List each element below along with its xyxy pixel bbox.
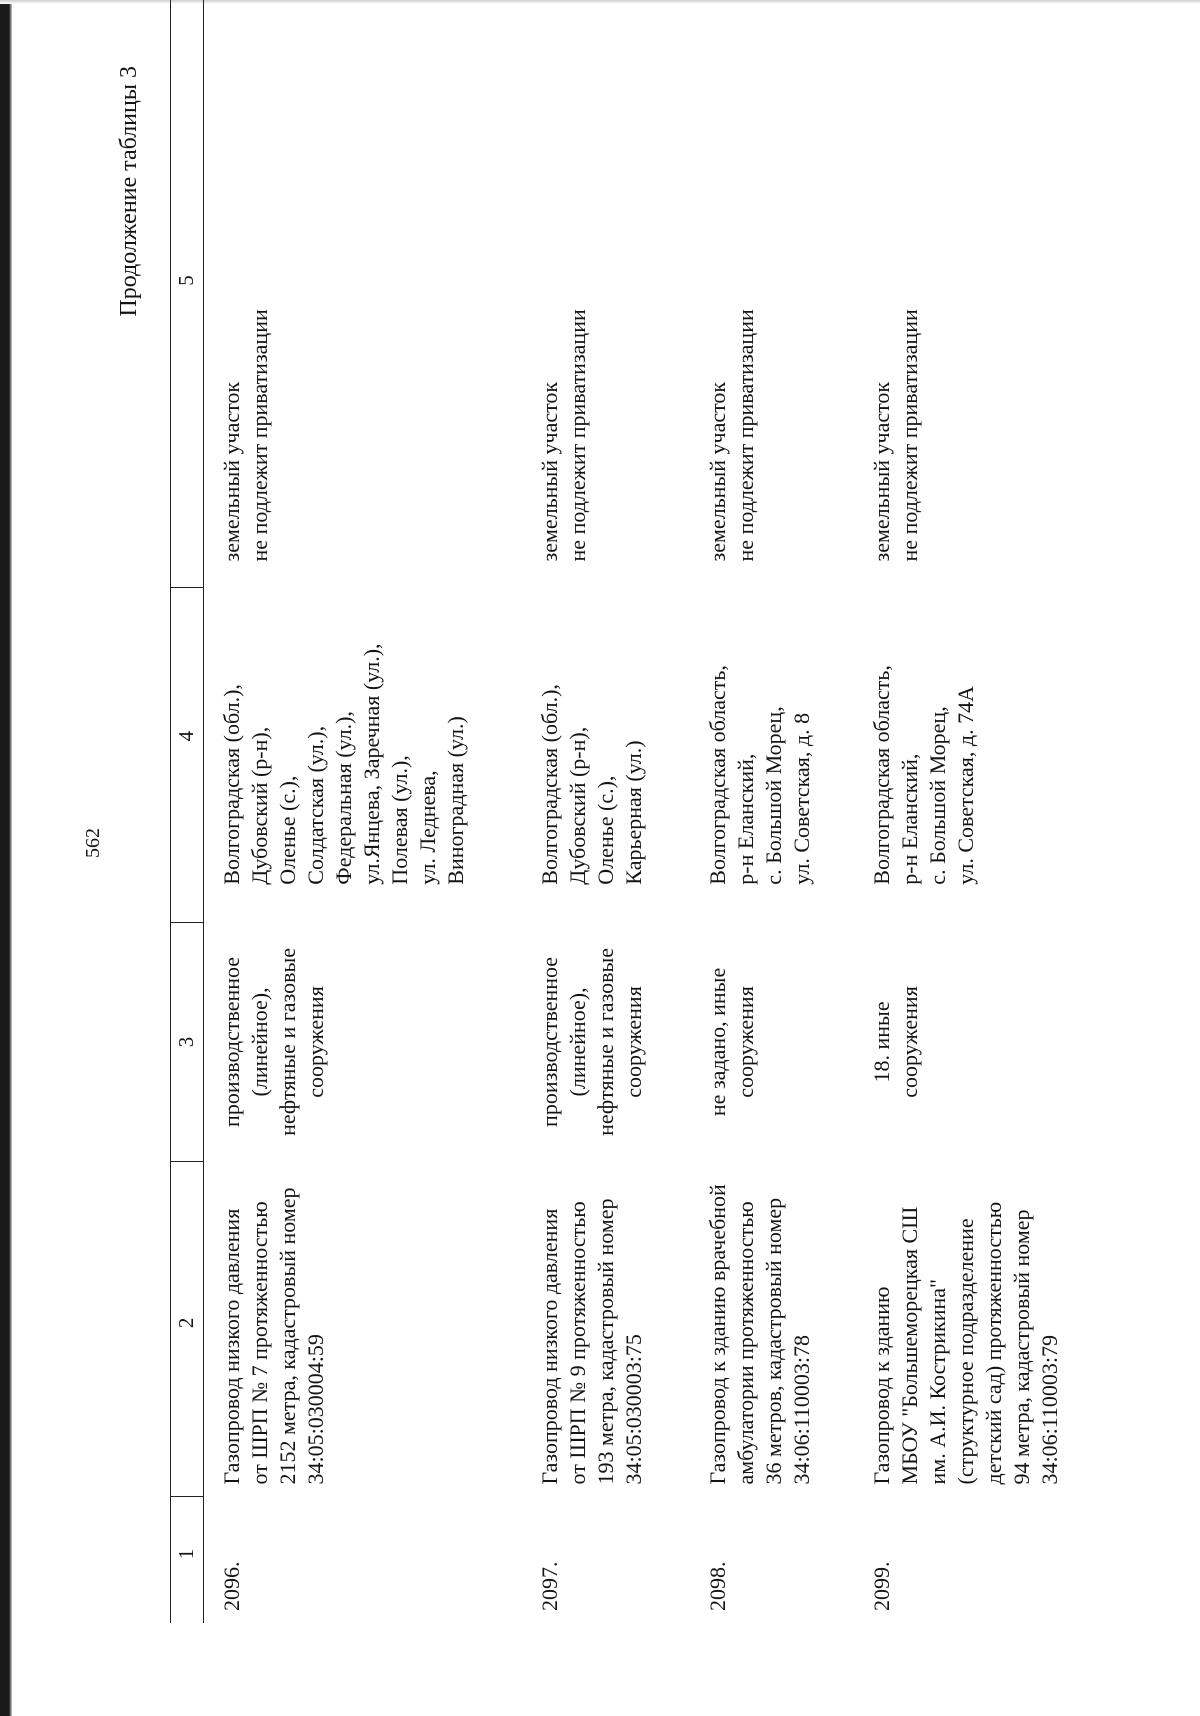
object-type-line: нефтяные и газовые <box>275 947 300 1136</box>
address-line: Волгоградская (обл.), <box>219 684 244 885</box>
object-type-line: сооружения <box>303 986 328 1098</box>
address-line: Волгоградская область, <box>705 665 730 885</box>
object-name-line: 94 метра, кадастровый номер <box>1009 1209 1034 1485</box>
object-name-line: (структурное подразделение <box>953 1218 978 1485</box>
address-line: Дубовский (р-н), <box>565 726 590 885</box>
row-number <box>692 1497 854 1624</box>
object-name-line: 34:06:110003:78 <box>789 1334 814 1485</box>
address-line: Полевая (ул.), <box>387 755 412 885</box>
object-name-line: им. А.И. Кострикина" <box>925 1279 950 1485</box>
object-name-line: Газопровод низкого давления <box>219 1208 244 1485</box>
address-cell <box>204 587 523 922</box>
address-cell <box>854 587 1108 922</box>
object-name-line: МБОУ "Большеморецкая СШ <box>897 1206 922 1485</box>
address-line: Волгоградская (обл.), <box>537 684 562 885</box>
address-line: с. Большой Морец, <box>925 706 950 885</box>
object-type-cell <box>692 923 854 1161</box>
object-name-cell <box>204 1161 523 1496</box>
row-number-text: 2099. <box>869 1561 894 1611</box>
table-row <box>522 0 692 1623</box>
row-number-text: 2097. <box>537 1561 562 1611</box>
header-col-5: 5 <box>171 0 204 587</box>
object-type-line: сооружения <box>897 986 922 1098</box>
object-name-line: Газопровод низкого давления <box>537 1208 562 1485</box>
address-line: Солдатская (ул.), <box>303 725 328 885</box>
address-line: р-н Еланский, <box>897 753 922 885</box>
object-name-line: 34:06:110003:79 <box>1037 1334 1062 1485</box>
object-type-line: (линейное), <box>565 987 590 1097</box>
object-name-cell <box>854 1161 1108 1496</box>
object-type-line: (линейное), <box>247 987 272 1097</box>
object-type-cell <box>204 923 523 1161</box>
address-cell <box>522 587 692 922</box>
note-cell <box>854 0 1108 587</box>
address-line: с. Большой Морец, <box>761 706 786 885</box>
header-col-3: 3 <box>171 923 204 1161</box>
object-name-line: 2152 метра, кадастровый номер <box>275 1187 300 1485</box>
address-line: Оленье (с.), <box>593 775 618 885</box>
object-type-line: производственное <box>537 956 562 1127</box>
table-continuation-title: Продолжение таблицы 3 <box>116 66 142 317</box>
object-name-line: амбулатории протяженностью <box>733 1201 758 1485</box>
object-name-cell <box>692 1161 854 1496</box>
object-name-line: детский сад) протяженностью <box>981 1201 1006 1485</box>
note-line: не подлежит приватизации <box>565 309 590 562</box>
row-number-text: 2096. <box>219 1561 244 1611</box>
object-name-line: от ШРП № 7 протяженностью <box>247 1201 272 1485</box>
row-number <box>522 1497 692 1624</box>
object-name-line: 34:05:030004:59 <box>303 1334 328 1485</box>
address-line: р-н Еланский, <box>733 753 758 885</box>
note-cell <box>522 0 692 587</box>
object-type-cell <box>522 923 692 1161</box>
address-line: ул. Советская, д. 74А <box>953 686 978 885</box>
row-number <box>854 1497 1108 1624</box>
property-table <box>170 0 1108 1623</box>
table-row <box>204 0 523 1623</box>
object-name-line: от ШРП № 9 протяженностью <box>565 1201 590 1485</box>
object-type-cell <box>854 923 1108 1161</box>
address-line: ул. Леднева, <box>415 770 440 885</box>
table-row <box>692 0 854 1623</box>
address-line: Оленье (с.), <box>275 775 300 885</box>
note-line: земельный участок <box>705 381 730 562</box>
note-line: земельный участок <box>219 381 244 562</box>
note-line: не подлежит приватизации <box>247 309 272 562</box>
address-cell <box>692 587 854 922</box>
note-line: не подлежит приватизации <box>897 309 922 562</box>
object-name-line: 193 метра, кадастровый номер <box>593 1198 618 1485</box>
object-name-cell <box>522 1161 692 1496</box>
object-name-line: 36 метров, кадастровый номер <box>761 1197 786 1485</box>
note-line: земельный участок <box>869 381 894 562</box>
address-line: ул. Советская, д. 8 <box>789 712 814 885</box>
address-line: Карьерная (ул.) <box>621 740 646 885</box>
header-col-2: 2 <box>171 1161 204 1496</box>
object-name-line: Газопровод к зданию врачебной <box>705 1184 730 1485</box>
object-type-line: нефтяные и газовые <box>593 947 618 1136</box>
note-cell <box>204 0 523 587</box>
table-row <box>854 0 1108 1623</box>
row-number-text: 2098. <box>705 1561 730 1611</box>
object-name-line: 34:05:030003:75 <box>621 1334 646 1485</box>
note-cell <box>692 0 854 587</box>
object-name-line: Газопровод к зданию <box>869 1286 894 1485</box>
address-line: ул.Янцева, Заречная (ул.), <box>359 643 384 885</box>
row-number <box>204 1497 523 1624</box>
page-number: 562 <box>82 828 104 858</box>
object-type-line: сооружения <box>621 986 646 1098</box>
object-type-line: 18. иные <box>869 1001 894 1083</box>
header-col-1: 1 <box>171 1497 204 1624</box>
address-line: Федеральная (ул.), <box>331 711 356 885</box>
object-type-line: производственное <box>219 956 244 1127</box>
object-type-line: не задано, иные <box>705 967 730 1117</box>
address-line: Виноградная (ул.) <box>443 716 468 885</box>
table-header-row <box>171 0 204 1623</box>
address-line: Дубовский (р-н), <box>247 726 272 885</box>
object-type-line: сооружения <box>733 986 758 1098</box>
note-line: земельный участок <box>537 381 562 562</box>
header-col-4: 4 <box>171 587 204 922</box>
note-line: не подлежит приватизации <box>733 309 758 562</box>
address-line: Волгоградская область, <box>869 665 894 885</box>
